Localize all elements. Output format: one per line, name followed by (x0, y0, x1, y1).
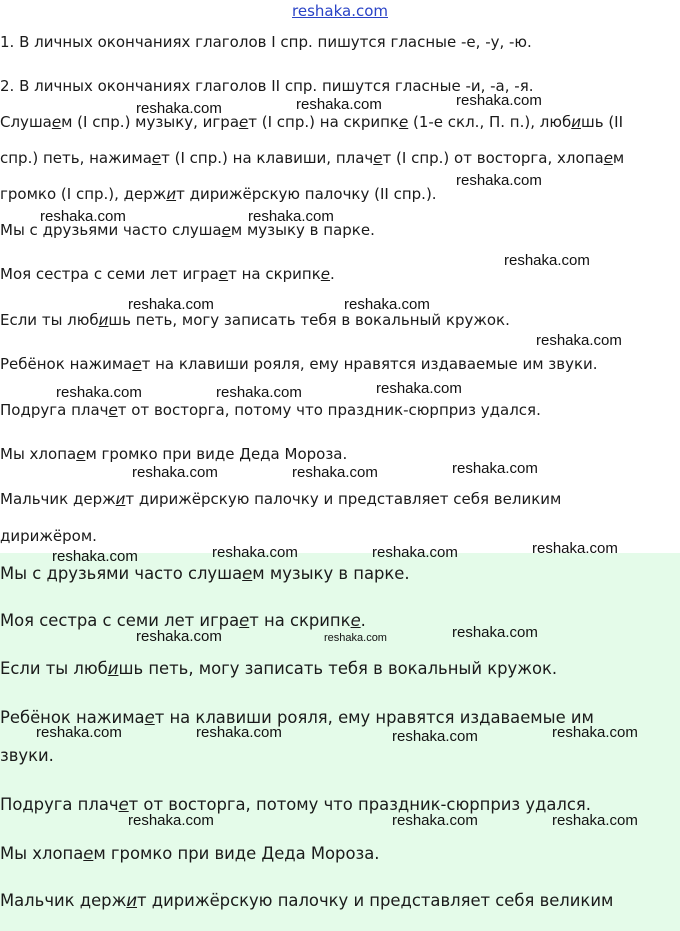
highlighted-vowel: е (320, 265, 331, 283)
watermark: reshaka.com (532, 540, 618, 557)
sentence-line: Мы с друзьями часто слушаем музыку в парке. (0, 221, 375, 239)
rule-2: 2. В личных окончаниях глаголов II спр. пишутся гласные -и, -а, -я. (0, 77, 534, 95)
watermark: reshaka.com (128, 296, 214, 313)
watermark: reshaka.com (56, 384, 142, 401)
highlighted-vowel: и (571, 113, 581, 131)
highlighted-vowel: е (118, 795, 129, 814)
highlighted-vowel: е (144, 708, 155, 727)
watermark: reshaka.com (196, 724, 282, 741)
answer-line: Мальчик держит дирижёрскую палочку и представляет себя великим (0, 891, 614, 910)
highlighted-vowel: е (398, 113, 409, 131)
watermark: reshaka.com (128, 812, 214, 829)
highlighted-vowel: е (83, 844, 94, 863)
watermark: reshaka.com (392, 728, 478, 745)
highlighted-vowel: е (242, 564, 253, 583)
sentence-line: Мы хлопаем громко при виде Деда Мороза. (0, 445, 348, 463)
watermark: reshaka.com (456, 172, 542, 189)
watermark: reshaka.com (344, 296, 430, 313)
watermark: reshaka.com (392, 812, 478, 829)
answer-line: Если ты любишь петь, могу записать тебя в вокальный кружок. (0, 659, 558, 678)
highlighted-vowel: и (166, 185, 177, 203)
watermark: reshaka.com (536, 332, 622, 349)
watermark: reshaka.com (216, 384, 302, 401)
answer-line: Мы с друзьями часто слушаем музыку в парке. (0, 564, 410, 583)
site-link[interactable]: reshaka.com (292, 2, 388, 20)
highlighted-vowel: е (218, 265, 229, 283)
highlighted-vowel: е (350, 611, 361, 630)
sentence-line: Моя сестра с семи лет играет на скрипке. (0, 265, 335, 283)
sentence-line: Ребёнок нажимает на клавиши рояля, ему нравятся издаваемые им звуки. (0, 355, 598, 373)
highlighted-vowel: е (221, 221, 231, 239)
highlighted-vowel: и (115, 490, 126, 508)
watermark: reshaka.com (552, 724, 638, 741)
watermark: reshaka.com (36, 724, 122, 741)
highlighted-vowel: е (151, 149, 162, 167)
watermark: reshaka.com (40, 208, 126, 225)
watermark: reshaka.com (292, 464, 378, 481)
sentence-line: Подруга плачет от восторга, потому что праздник-сюрприз удался. (0, 401, 541, 419)
watermark: reshaka.com (136, 100, 222, 117)
watermark: reshaka.com (552, 812, 638, 829)
highlighted-vowel: е (239, 611, 250, 630)
highlighted-vowel: и (107, 659, 119, 678)
highlighted-vowel: и (126, 891, 138, 910)
sentence-line: дирижёром. (0, 527, 97, 545)
watermark: reshaka.com (248, 208, 334, 225)
highlighted-vowel: е (603, 149, 613, 167)
watermark: reshaka.com (324, 632, 387, 644)
watermark: reshaka.com (52, 548, 138, 565)
answer-line: Моя сестра с семи лет играет на скрипке. (0, 611, 366, 630)
highlighted-vowel: е (76, 445, 86, 463)
analysis-line: Слушаем (I спр.) музыку, играет (I спр.) на скрипке (1-е скл., П. п.), любишь (II (0, 113, 624, 131)
answer-line: Подруга плачет от восторга, потому что праздник-сюрприз удался. (0, 795, 591, 814)
watermark: reshaka.com (132, 464, 218, 481)
highlighted-vowel: е (132, 355, 142, 373)
watermark: reshaka.com (136, 628, 222, 645)
answer-line: Ребёнок нажимает на клавиши рояля, ему нравятся издаваемые им (0, 708, 594, 727)
highlighted-vowel: е (239, 113, 249, 131)
watermark: reshaka.com (456, 92, 542, 109)
highlighted-vowel: е (373, 149, 383, 167)
answer-line: звуки. (0, 746, 54, 765)
answer-line: Мы хлопаем громко при виде Деда Мороза. (0, 844, 380, 863)
watermark: reshaka.com (296, 96, 382, 113)
answer-block (0, 553, 680, 931)
watermark: reshaka.com (212, 544, 298, 561)
sentence-line: Мальчик держит дирижёрскую палочку и представляет себя великим (0, 490, 562, 508)
highlighted-vowel: е (108, 401, 118, 419)
watermark: reshaka.com (452, 624, 538, 641)
watermark: reshaka.com (504, 252, 590, 269)
highlighted-vowel: и (98, 311, 109, 329)
analysis-line: громко (I спр.), держит дирижёрскую палочку (II спр.). (0, 185, 437, 203)
sentence-line: Если ты любишь петь, могу записать тебя в вокальный кружок. (0, 311, 510, 329)
watermark: reshaka.com (372, 544, 458, 561)
watermark: reshaka.com (452, 460, 538, 477)
analysis-line: спр.) петь, нажимает (I спр.) на клавиши, плачет (I спр.) от восторга, хлопаем (0, 149, 625, 167)
highlighted-vowel: е (51, 113, 62, 131)
watermark: reshaka.com (376, 380, 462, 397)
rule-1: 1. В личных окончаниях глаголов I спр. пишутся гласные -е, -у, -ю. (0, 33, 532, 51)
